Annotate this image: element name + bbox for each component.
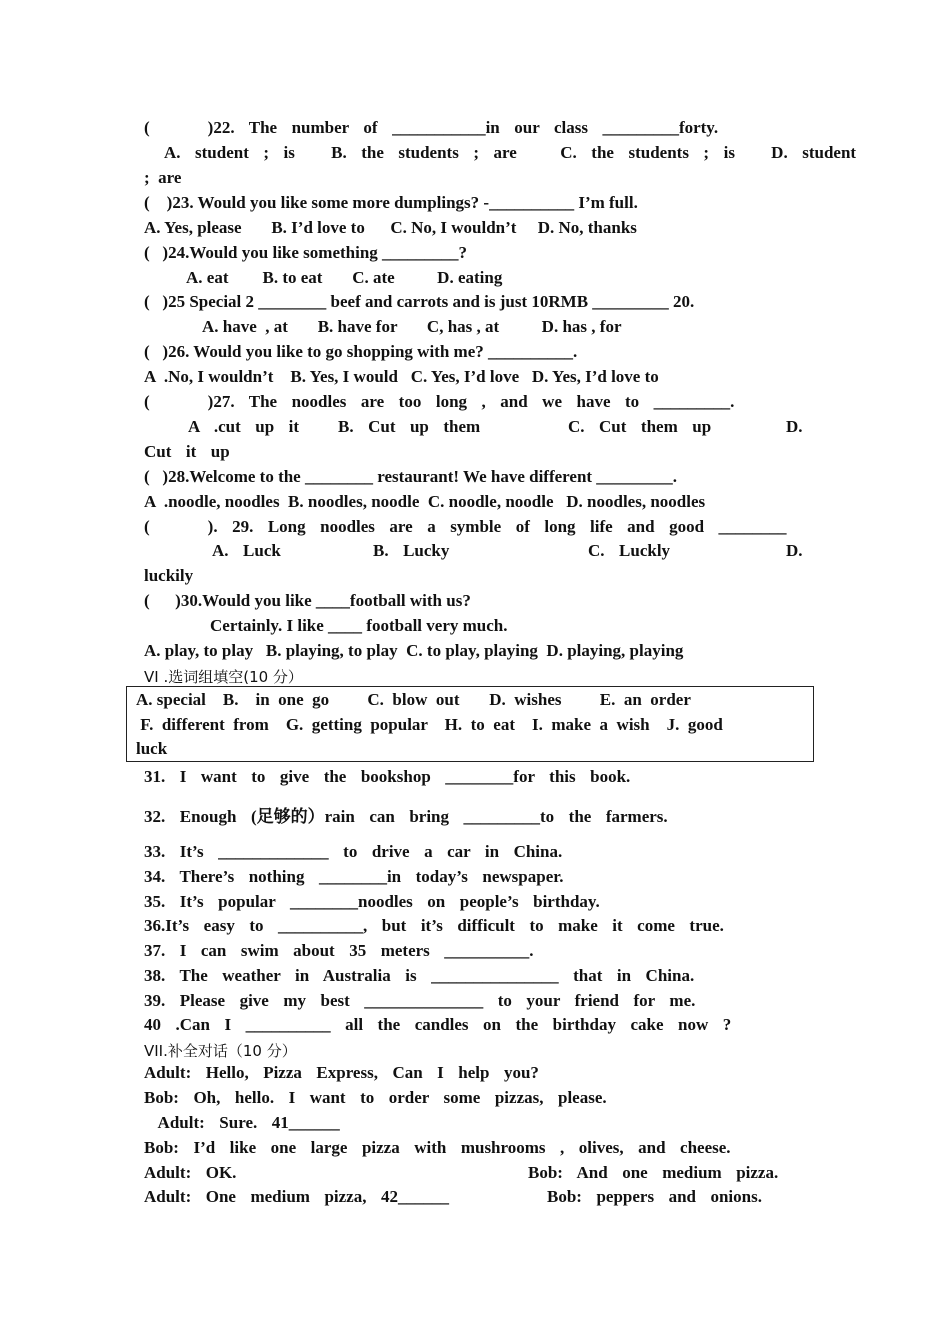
q24-stem: ( )24.Would you like something _________? <box>144 243 468 262</box>
word-bank-line-3: luck <box>136 739 168 758</box>
q35: 35. It’s popular ________noodles on people’s birthday. <box>144 892 600 911</box>
section6-title: VI .选词组填空(10 分） <box>144 668 303 686</box>
q30-answer: Certainly. I like ____ football very much. <box>210 616 508 635</box>
q22-stem: ( )22. The number of ___________in our class _________forty. <box>144 118 719 137</box>
q31: 31. I want to give the bookshop ________for this book. <box>144 767 631 786</box>
q27-stem: ( )27. The noodles are too long , and we have to _________. <box>144 392 735 411</box>
q25-options: A. have , at B. have for C, has , at D. has , for <box>202 317 622 336</box>
q23-options: A. Yes, please B. I’d love to C. No, I wouldn’t D. No, thanks <box>144 218 637 237</box>
q26-options: A .No, I wouldn’t B. Yes, I would C. Yes, I’d love D. Yes, I’d love to <box>144 367 659 386</box>
q22-options: A. student ; is B. the students ; are C. the students ; is D. student <box>164 143 857 162</box>
q33: 33. It’s _____________ to drive a car in China. <box>144 842 563 861</box>
q36: 36.It’s easy to __________, but it’s difficult to make it come true. <box>144 916 724 935</box>
dialogue-line-2: Bob: Oh, hello. I want to order some pizzas, please. <box>144 1088 607 1107</box>
q29-option-c: C. Luckly <box>588 541 671 560</box>
word-bank-line-1: A. special B. in one go C. blow out D. wishes E. an order <box>136 690 691 709</box>
q27-option-c: C. Cut them up <box>568 417 712 436</box>
q29-option-b: B. Lucky <box>373 541 450 560</box>
dialogue-line-6-left: Adult: One medium pizza, 42______ <box>144 1187 449 1206</box>
q27-option-d: D. <box>786 417 803 436</box>
q29-stem: ( ). 29. Long noodles are a symble of long life and good ________ <box>144 517 787 536</box>
q29-option-d: D. <box>786 541 803 560</box>
q34: 34. There’s nothing ________in today’s newspaper. <box>144 867 564 886</box>
q39: 39. Please give my best ______________ to your friend for me. <box>144 991 696 1010</box>
q24-options: A. eat B. to eat C. ate D. eating <box>186 268 503 287</box>
word-bank-line-2: F. different from G. getting popular H. to eat I. make a wish J. good <box>136 715 723 734</box>
q27-option-a: A .cut up it <box>188 417 300 436</box>
dialogue-line-5-right: Bob: And one medium pizza. <box>528 1163 779 1182</box>
section7-title: VII.补全对话（10 分） <box>144 1042 297 1060</box>
q30-options: A. play, to play B. playing, to play C. to play, playing D. playing, playing <box>144 641 684 660</box>
q28-stem: ( )28.Welcome to the ________ restaurant! We have different _________. <box>144 467 678 486</box>
q27-option-b: B. Cut up them <box>338 417 481 436</box>
q29-option-d-cont: luckily <box>144 566 194 585</box>
q22-options-cont: ; are <box>144 168 182 187</box>
q32: 32. Enough (足够的）rain can bring _________to the farmers. <box>144 807 668 826</box>
q38: 38. The weather in Australia is _______________ that in China. <box>144 966 695 985</box>
q29-option-a: A. Luck <box>212 541 281 560</box>
q37: 37. I can swim about 35 meters __________. <box>144 941 534 960</box>
word-bank-box <box>126 686 814 762</box>
q28-options: A .noodle, noodles B. noodles, noodle C. noodle, noodle D. noodles, noodles <box>144 492 706 511</box>
q27-option-d-cont: Cut it up <box>144 442 230 461</box>
q26-stem: ( )26. Would you like to go shopping with me? __________. <box>144 342 578 361</box>
dialogue-line-3: Adult: Sure. 41______ <box>144 1113 340 1132</box>
dialogue-line-4: Bob: I’d like one large pizza with mushrooms , olives, and cheese. <box>144 1138 731 1157</box>
dialogue-line-1: Adult: Hello, Pizza Express, Can I help you? <box>144 1063 539 1082</box>
q25-stem: ( )25 Special 2 ________ beef and carrots and is just 10RMB _________ 20. <box>144 292 695 311</box>
q40: 40 .Can I __________ all the candles on the birthday cake now ? <box>144 1015 732 1034</box>
q30-stem: ( )30.Would you like ____football with us? <box>144 591 471 610</box>
q23-stem: ( )23. Would you like some more dumplings? -__________ I’m full. <box>144 193 638 212</box>
dialogue-line-5-left: Adult: OK. <box>144 1163 237 1182</box>
dialogue-line-6-right: Bob: peppers and onions. <box>547 1187 762 1206</box>
